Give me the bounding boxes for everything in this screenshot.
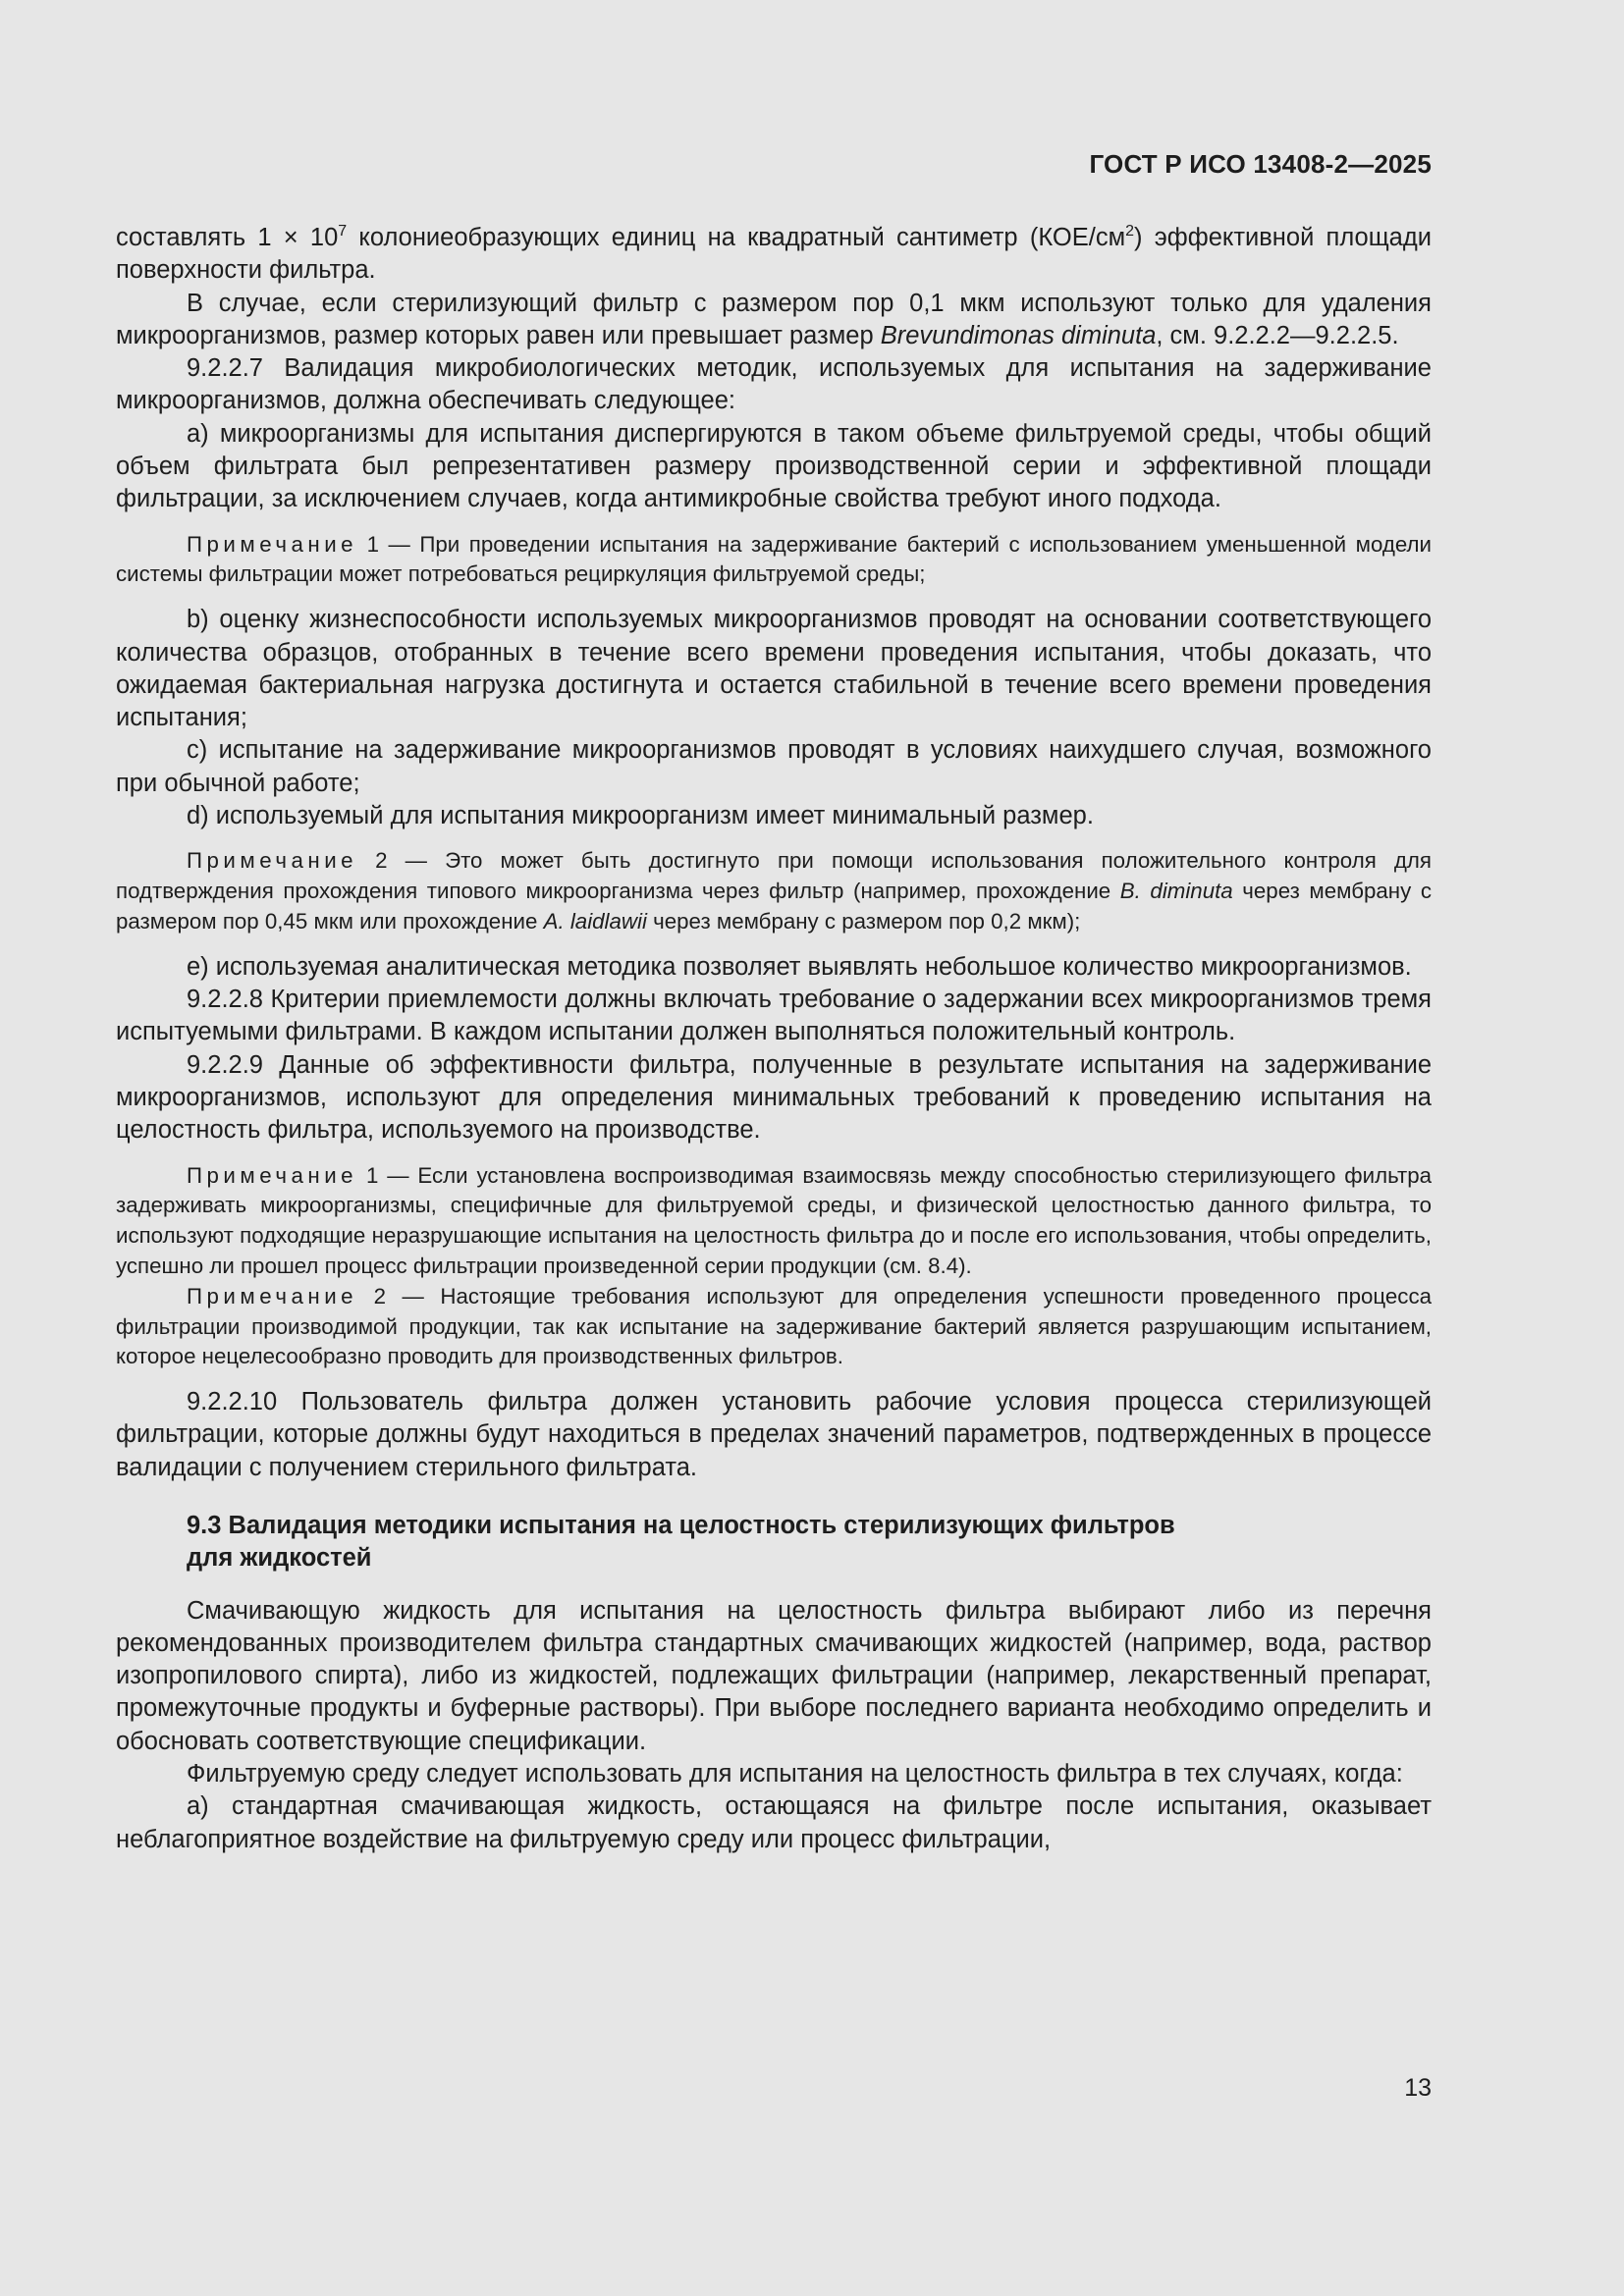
page-number: 13: [1404, 2074, 1432, 2102]
list-item-b: b) оценку жизнеспособности используемых микроорганизмов проводят на основании соответствующего количества образцов, отобранных в течение всего времени проведения испытания, чтобы доказать, что ожидаемая бактериальная нагрузка достигнута и остается стабильной в течение всего времени проведения испытания;: [116, 606, 1432, 732]
list-item-d: d) используемый для испытания микроорганизм имеет минимальный размер.: [187, 802, 1094, 830]
list-item-c: c) испытание на задерживание микроорганизмов проводят в условиях наихудшего случая, возможного при обычной работе;: [116, 736, 1432, 797]
note: Примечание 2 — Это может быть достигнуто при помощи использования положительного контроля для подтверждения прохождения типового микроорганизма через фильтр (например, прохождение B. diminuta через мембрану с размером пор 0,45 мкм или прохождение A. laidlawii через мембрану с размером пор 0,2 мкм);: [116, 848, 1432, 934]
document-body: [116, 222, 1432, 1856]
paragraph: составлять $1 \times 10^7$ колониеобразующих единиц на квадратный сантиметр $(КОЕ/см^2)$ эффективной площади поверхности фильтра.: [116, 223, 1432, 285]
list-item-a: а) стандартная смачивающая жидкость, остающаяся на фильтре после испытания, оказывает неблагоприятное воздействие на фильтруемую среду или процесс фильтрации,: [116, 1792, 1432, 1853]
clause-9-2-2-7: 9.2.2.7 Валидация микробиологических методик, используемых для испытания на задерживание микроорганизмов, должна обеспечивать следующее:: [116, 354, 1432, 415]
clause-9-2-2-10: 9.2.2.10 Пользователь фильтра должен установить рабочие условия процесса стерилизующей фильтрации, которые должны будут находиться в пределах значений параметров, подтвержденных в процессе валидации с получением стерильного фильтрата.: [116, 1388, 1432, 1481]
paragraph: Фильтруемую среду следует использовать для испытания на целостность фильтра в тех случаях, когда:: [187, 1760, 1403, 1789]
clause-9-2-2-8: 9.2.2.8 Критерии приемлемости должны включать требование о задержании всех микроорганизмов тремя испытуемыми фильтрами. В каждом испытании должен выполняться положительный контроль.: [116, 986, 1432, 1046]
note: Примечание 2 — Настоящие требования используют для определения успешности проведенного процесса фильтрации производимой продукции, так как испытание на задерживание бактерий является разрушающим испытанием, которое нецелесообразно проводить для производственных фильтров.: [116, 1283, 1432, 1369]
list-item-a: а) микроорганизмы для испытания диспергируются в таком объеме фильтруемой среды, чтобы общий объем фильтрата был репрезентативен размеру производственной серии и эффективной площади фильтрации, за исключением случаев, когда антимикробные свойства требуют иного подхода.: [116, 419, 1432, 513]
section-heading: 9.3 Валидация методики испытания на целостность стерилизующих фильтров для жидкостей: [187, 1511, 1175, 1573]
list-item-e: е) используемая аналитическая методика позволяет выявлять небольшое количество микроорганизмов.: [187, 952, 1412, 981]
document-header: ГОСТ Р ИСО 13408-2—2025: [1089, 149, 1432, 179]
paragraph: Смачивающую жидкость для испытания на целостность фильтра выбирают либо из перечня рекомендованных производителем фильтра стандартных смачивающих жидкостей (например, вода, раствор изопропилового спирта), либо из жидкостей, подлежащих фильтрации (например, лекарственный препарат, промежуточные продукты и буферные растворы). При выборе последнего варианта необходимо определить и обосновать соответствующие спецификации.: [116, 1596, 1432, 1755]
note: Примечание 1 — Если установлена воспроизводимая взаимосвязь между способностью стерилизующего фильтра задерживать микроорганизмы, специфичные для фильтруемой среды, и физической целостностью данного фильтра, то используют подходящие неразрушающие испытания на целостность фильтра до и после его использования, чтобы определить, успешно ли прошел процесс фильтрации произведенной серии продукции (см. 8.4).: [116, 1162, 1432, 1278]
paragraph: В случае, если стерилизующий фильтр с размером пор 0,1 мкм используют только для удаления микроорганизмов, размер которых равен или превышает размер Brevundimonas diminuta, см. 9.2.2.2—9.2.2.5.: [116, 289, 1432, 349]
note: Примечание 1 — При проведении испытания на задерживание бактерий с использованием уменьшенной модели системы фильтрации может потребоваться рециркуляция фильтруемой среды;: [116, 531, 1432, 587]
clause-9-2-2-9: 9.2.2.9 Данные об эффективности фильтра, полученные в результате испытания на задерживание микроорганизмов, используют для определения минимальных требований к проведению испытания на целостность фильтра, используемого на производстве.: [116, 1050, 1432, 1145]
